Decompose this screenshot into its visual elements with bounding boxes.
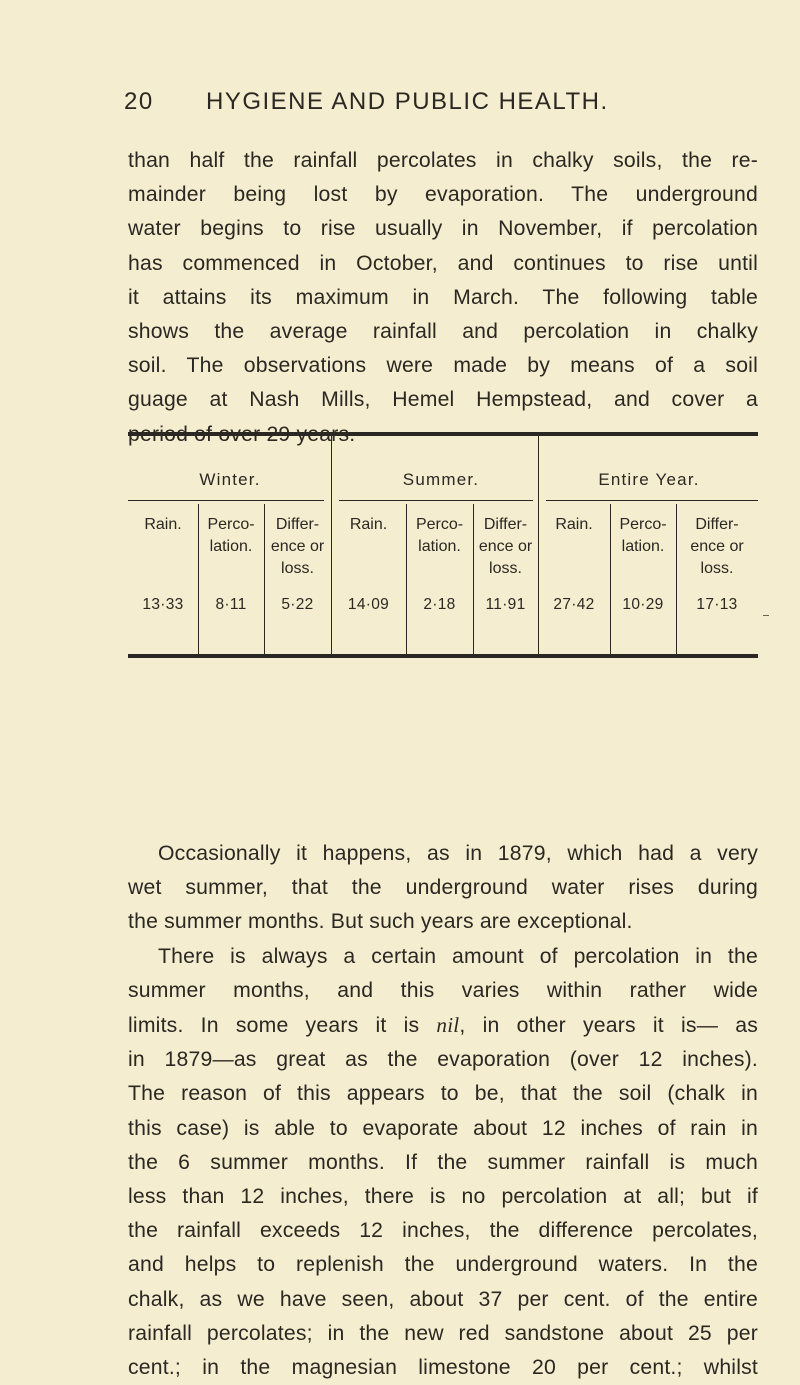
group-head-summer: Summer. [402,470,480,489]
table-top-rule [128,432,758,436]
text-line: chalk, as we have seen, about 37 per cent. of the entire [128,1287,758,1311]
text-line: The reason of this appears to be, that the soil (chalk in [128,1082,758,1106]
group-underline [128,500,324,501]
margin-mark [763,615,769,616]
table-cell: 27·42 [553,596,595,613]
text-line: soil. The observations were made by means of a soil [128,354,758,378]
running-title: HYGIENE AND PUBLIC HEALTH. [206,88,609,115]
text-line: less than 12 inches, there is no percolation at all; but if [128,1185,758,1209]
text-line: guage at Nash Mills, Hemel Hempstead, and cover a [128,388,758,412]
group-underline [546,500,758,501]
table-cell: 17·13 [696,596,738,613]
group-underline [339,500,533,501]
text-line: summer months, and this varies within rather wide [128,978,758,1002]
page-number: 20 [124,88,154,115]
col-head-rain: Rain. [555,516,593,533]
col-head-rain: Rain. [144,516,182,533]
col-head-difference: Differ- ence or loss. [270,516,325,577]
text-line: rainfall percolates; in the new red sandstone about 25 per [128,1321,758,1345]
text-line: water begins to rise usually in November, if percolation [128,217,758,241]
col-head-percolation: Perco- lation. [619,516,667,555]
group-head-winter: Winter. [199,470,261,489]
group-divider [331,436,332,656]
text-line: the rainfall exceeds 12 inches, the difference percolates, [128,1219,758,1243]
table-bottom-rule [128,654,758,658]
text-line: than half the rainfall percolates in chalky soils, the re- [128,149,758,172]
col-head-percolation: Perco- lation. [207,516,255,555]
text-line: the summer months. But such years are exceptional. [128,910,633,934]
col-head-difference: Differ- ence or loss. [478,516,533,577]
text-line: wet summer, that the underground water rises during [128,876,758,900]
col-head-difference: Differ- ence or loss. [690,516,744,577]
text-line: There is always a certain amount of percolation in the [158,944,758,968]
rainfall-table [128,432,758,658]
text-line: this case) is able to evaporate about 12 inches of rain in [128,1116,758,1140]
text-line: limits. In some years it is nil, in other years it is— as [128,1013,758,1038]
text-line: in 1879—as great as the evaporation (over 12 inches). [128,1048,758,1072]
text-line: has commenced in October, and continues to rise until [128,251,758,275]
table-cell: 5·22 [281,596,314,613]
table-cell: 8·11 [215,596,247,613]
paragraph-2 [128,837,758,1385]
text-line: cent.; in the magnesian limestone 20 per cent.; whilst [128,1356,758,1380]
table-cell: 13·33 [142,596,184,613]
text-line: and helps to replenish the underground waters. In the [128,1253,758,1277]
text-line: shows the average rainfall and percolation in chalky [128,320,758,344]
paragraph-1 [128,144,758,452]
group-head-entire-year: Entire Year. [598,470,700,489]
text-line: mainder being lost by evaporation. The underground [128,183,758,207]
running-head [124,88,684,116]
text-line: it attains its maximum in March. The following table [128,285,758,309]
table-cell: 2·18 [423,596,456,613]
col-head-rain: Rain. [349,516,388,533]
table-cell: 11·91 [485,596,526,613]
col-head-percolation: Perco- lation. [415,516,464,555]
text-line: Occasionally it happens, as in 1879, which had a very [158,842,758,865]
text-line: the 6 summer months. If the summer rainfall is much [128,1150,758,1174]
emphasis: nil [436,1013,460,1038]
group-divider [538,436,539,656]
table-cell: 14·09 [347,596,390,613]
table-cell: 10·29 [622,596,664,613]
